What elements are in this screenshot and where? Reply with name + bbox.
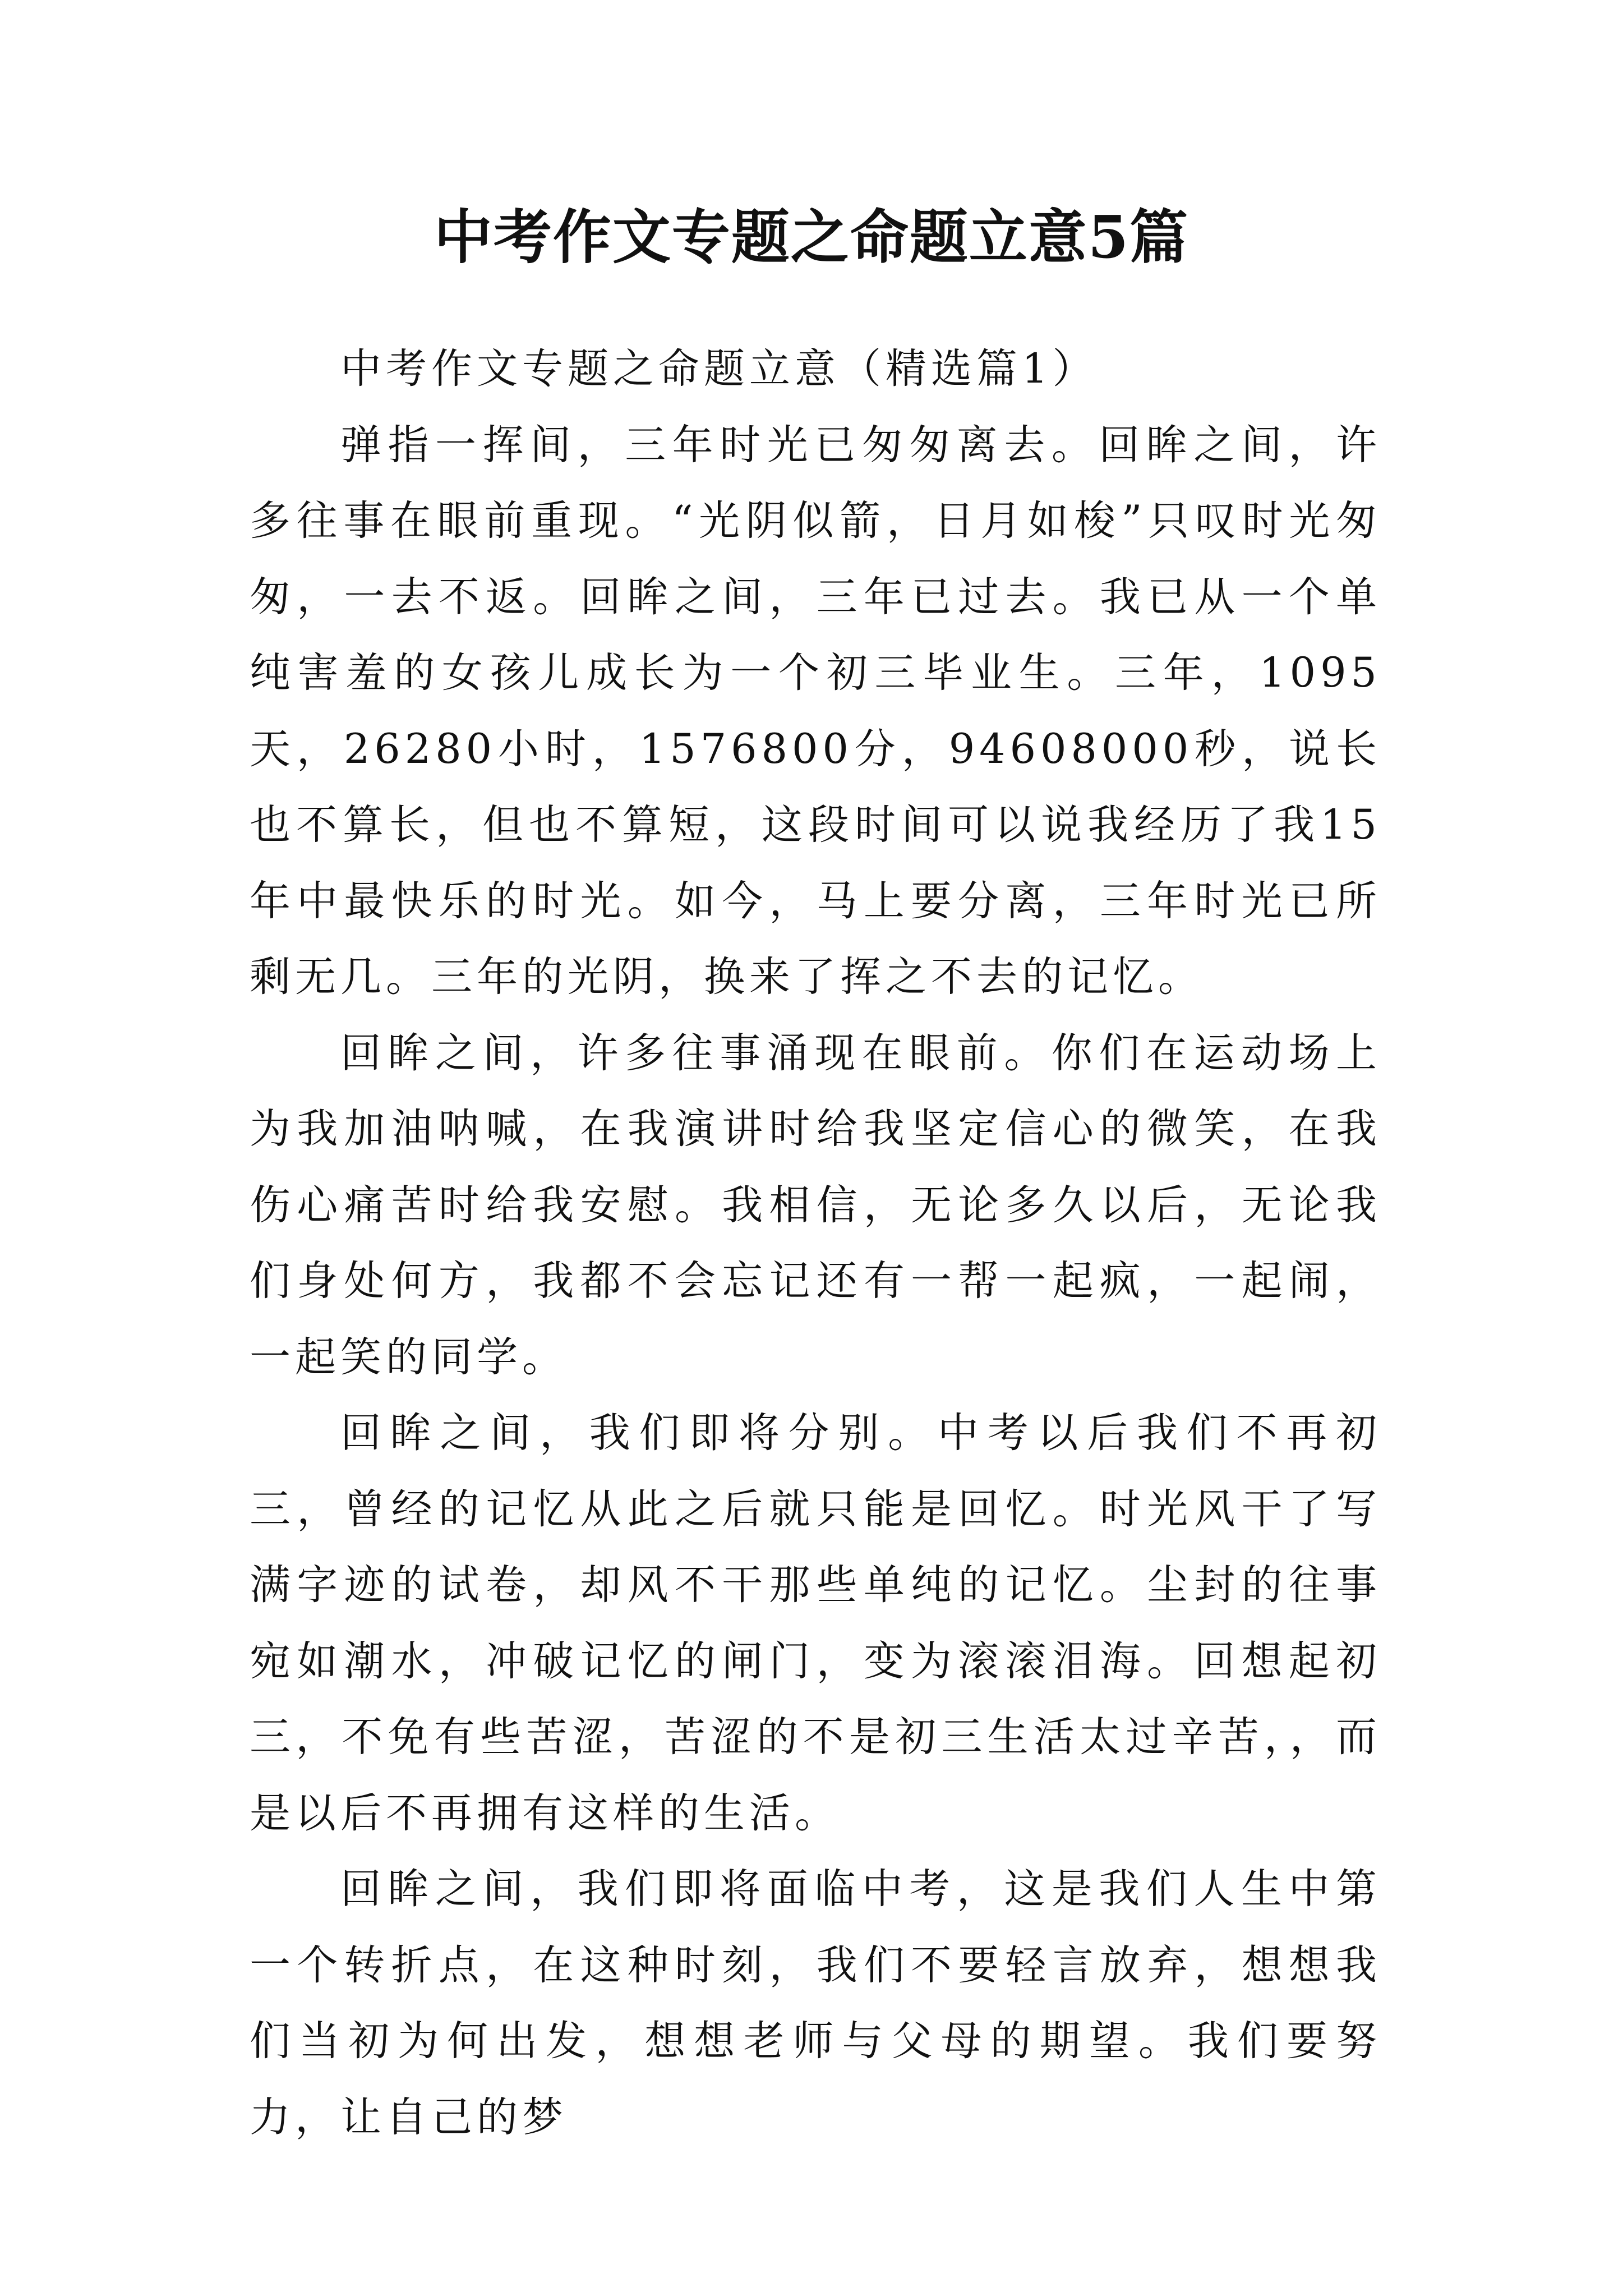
document-body — [250, 331, 1381, 2155]
section-heading: 中考作文专题之命题立意（精选篇1） — [340, 345, 1098, 393]
paragraph: 回眸之间，许多往事涌现在眼前。你们在运动场上为我加油呐喊，在我演讲时给我坚定信心的微笑，在我伤心痛苦时给我安慰。我相信，无论多久以后，无论我们身处何方，我都不会忘记还有一帮一起疯，一起闹，一起笑的同学。 — [250, 1029, 1381, 1381]
paragraph: 回眸之间，我们即将分别。中考以后我们不再初三，曾经的记忆从此之后就只能是回忆。时光风干了写满字迹的试卷，却风不干那些单纯的记忆。尘封的往事宛如潮水，冲破记忆的闸门，变为滚滚泪海。回想起初三，不免有些苦涩，苦涩的不是初三生活太过辛苦，，而是以后不再拥有这样的生活。 — [250, 1409, 1381, 1837]
document-title: 中考作文专题之命题立意5篇 — [434, 203, 1189, 272]
paragraph: 弹指一挥间，三年时光已匆匆离去。回眸之间，许多往事在眼前重现。“光阴似箭，日月如梭”只叹时光匆匆，一去不返。回眸之间，三年已过去。我已从一个单纯害羞的女孩儿成长为一个初三毕业生。三年，1095天，26280小时，1576800分，94608000秒，说长也不算长，但也不算短，这段时间可以说我经历了我15年中最快乐的时光。如今，马上要分离，三年时光已所剩无几。三年的光阴，换来了挥之不去的记忆。 — [250, 421, 1381, 1001]
paragraph: 回眸之间，我们即将面临中考，这是我们人生中第一个转折点，在这种时刻，我们不要轻言放弃，想想我们当初为何出发，想想老师与父母的期望。我们要努力，让自己的梦 — [250, 1865, 1381, 2141]
